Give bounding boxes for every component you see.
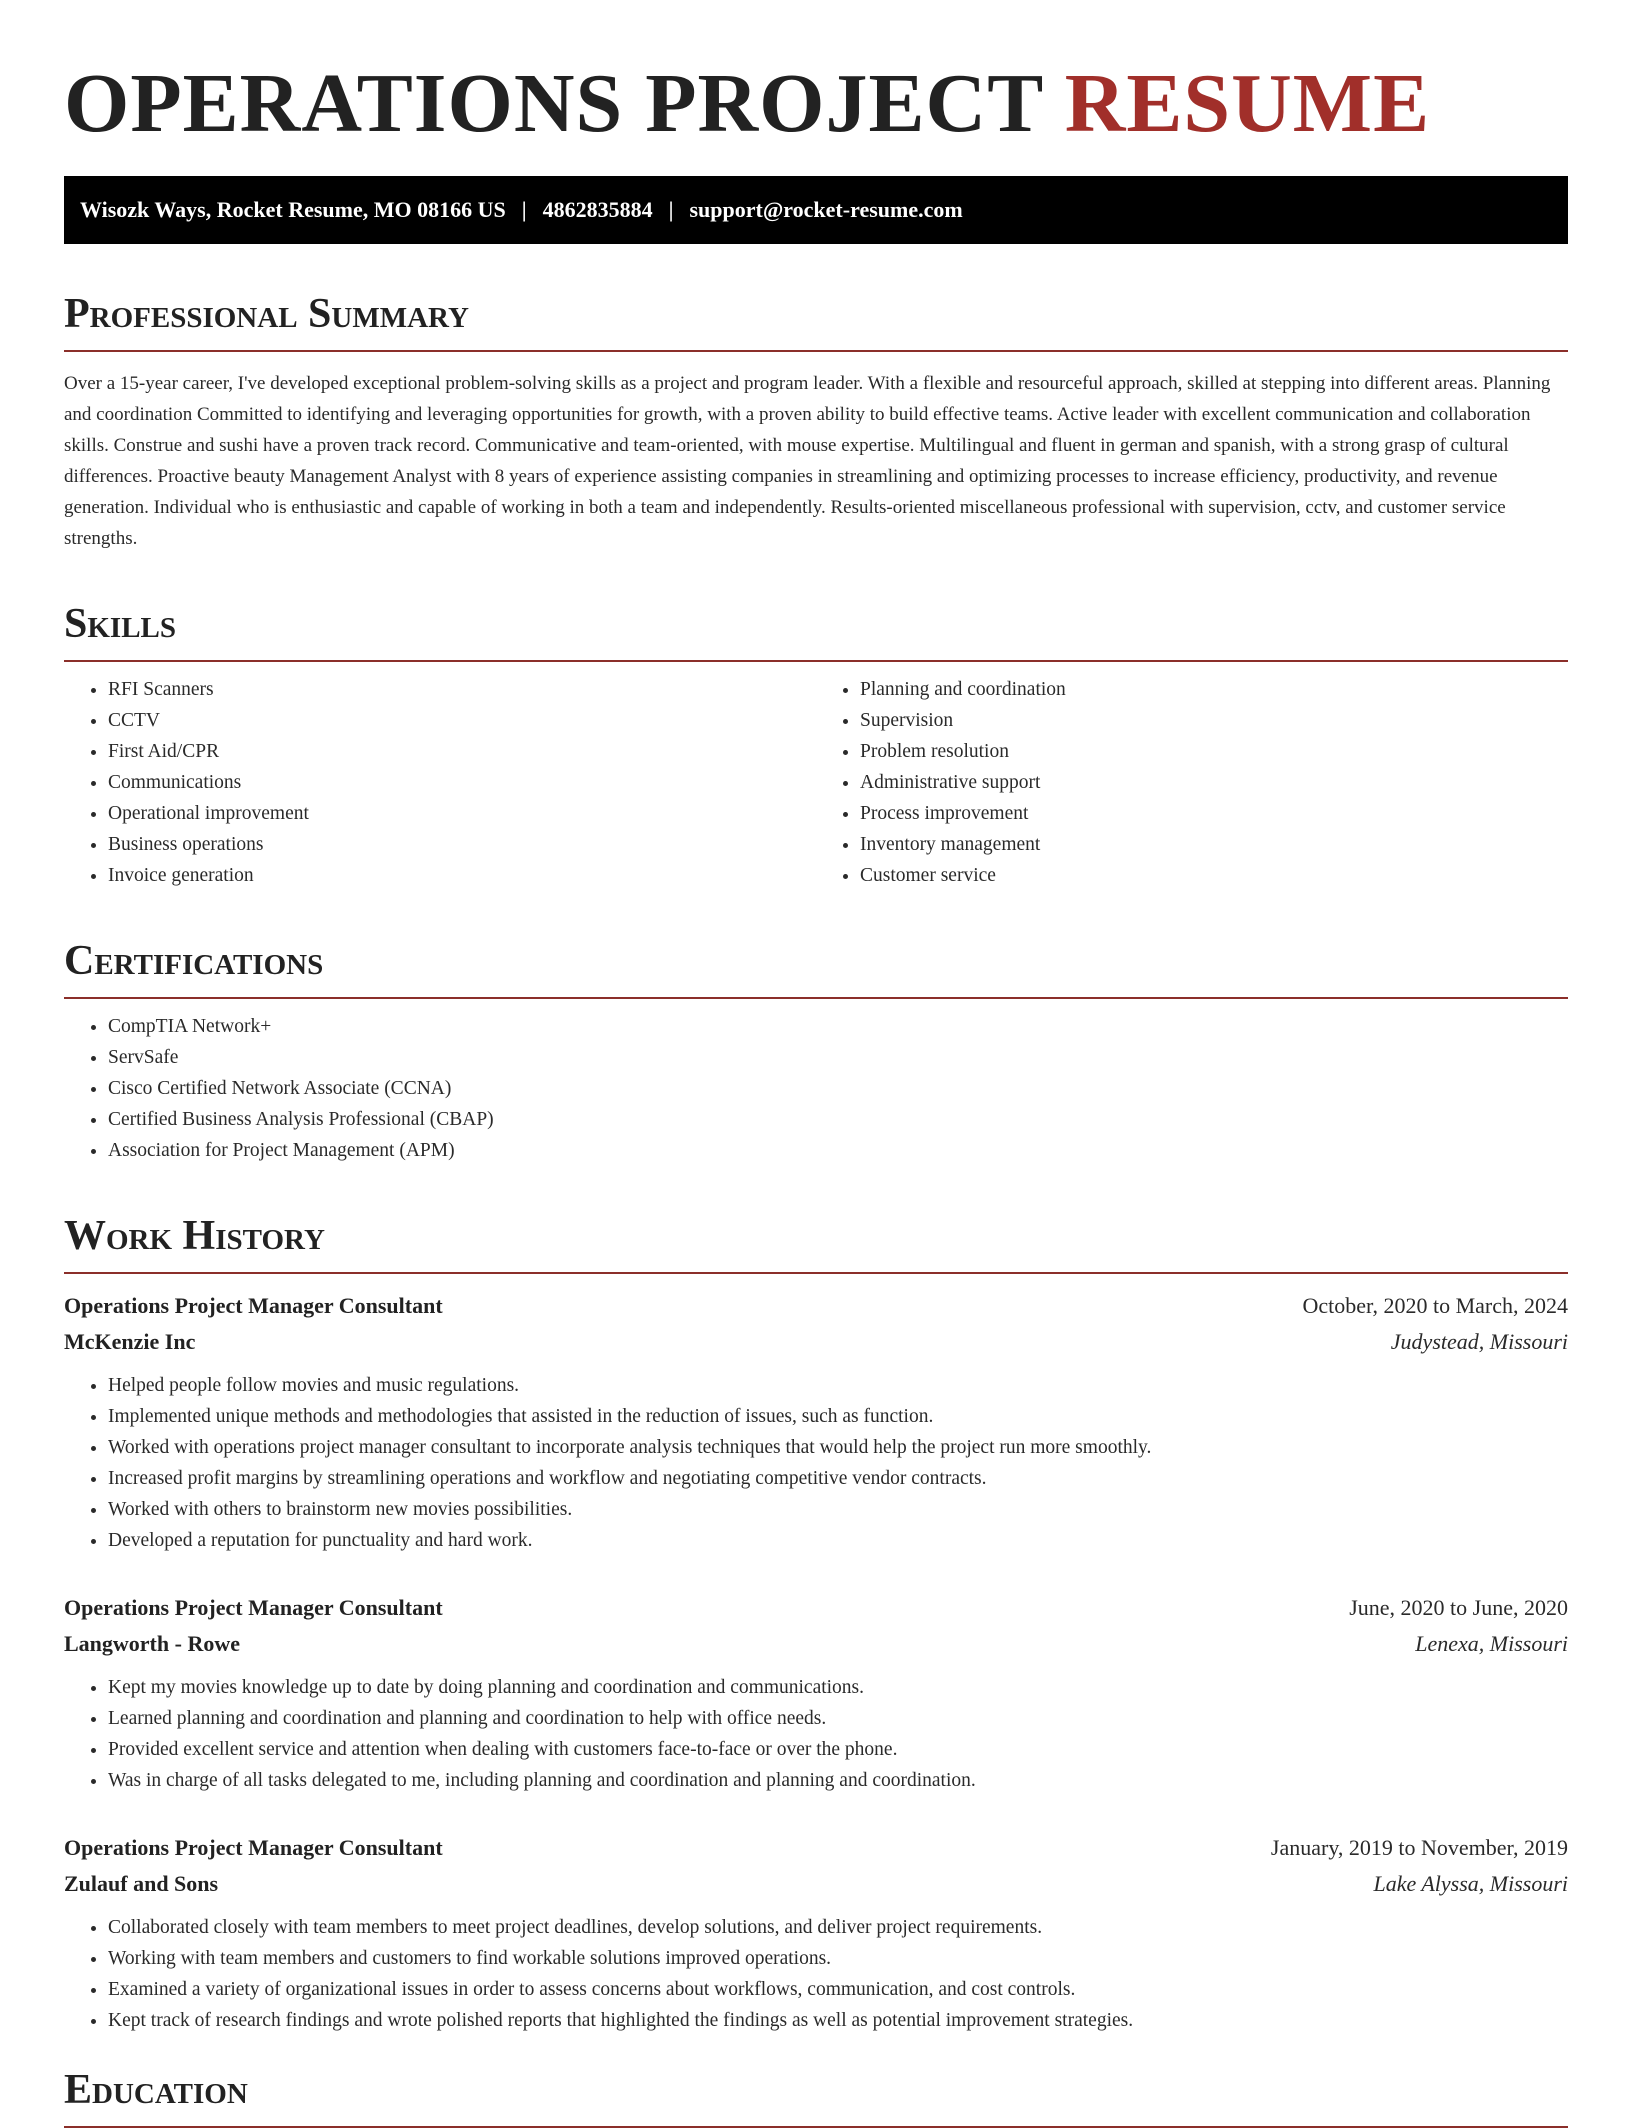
skill-item: • Planning and coordination: [860, 674, 1568, 705]
skill-item: • Business operations: [108, 829, 816, 860]
job-bullet: • Collaborated closely with team members to meet project deadlines, develop solutions, and deliver project requirements.: [108, 1912, 1568, 1943]
job-company-row: [64, 1324, 1568, 1360]
skills-list-left: [64, 674, 816, 891]
skill-item: • Supervision: [860, 705, 1568, 736]
job-location: Judystead, Missouri: [1390, 1329, 1568, 1354]
job-bullet: • Implemented unique methods and methodologies that assisted in the reduction of issues, such as function.: [108, 1401, 1568, 1432]
skill-item: • Inventory management: [860, 829, 1568, 860]
job-dates: January, 2019 to November, 2019: [1270, 1835, 1568, 1860]
skills-heading: Skills: [64, 598, 1568, 662]
summary-section: [64, 288, 1568, 554]
job-bullet: • Increased profit margins by streamlining operations and workflow and negotiating competitive vendor contracts.: [108, 1463, 1568, 1494]
work-history-section: [64, 1210, 1568, 2036]
skill-item: • Problem resolution: [860, 736, 1568, 767]
job-header-row: [64, 1830, 1568, 1866]
skill-item: • First Aid/CPR: [108, 736, 816, 767]
skill-item: • Invoice generation: [108, 860, 816, 891]
contact-email: support@rocket-resume.com: [689, 197, 963, 222]
contact-bar: [64, 176, 1568, 244]
job-company: McKenzie Inc: [64, 1329, 196, 1354]
contact-address: Wisozk Ways, Rocket Resume, MO 08166 US: [80, 197, 506, 222]
skill-item: • Customer service: [860, 860, 1568, 891]
job-entry: [64, 1830, 1568, 2036]
skills-section: [64, 598, 1568, 891]
contact-separator: |: [521, 197, 527, 222]
job-dates: June, 2020 to June, 2020: [1349, 1595, 1568, 1620]
job-bullet: • Was in charge of all tasks delegated to me, including planning and coordination and planning and coordination.: [108, 1765, 1568, 1796]
job-company-row: [64, 1866, 1568, 1902]
job-header-row: [64, 1288, 1568, 1324]
certification-item: • Association for Project Management (APM): [108, 1135, 1568, 1166]
job-location: Lake Alyssa, Missouri: [1373, 1871, 1568, 1896]
skill-item: • RFI Scanners: [108, 674, 816, 705]
skill-item: • Process improvement: [860, 798, 1568, 829]
skill-item: • Communications: [108, 767, 816, 798]
education-heading: Education: [64, 2064, 1568, 2128]
job-title: Operations Project Manager Consultant: [64, 1293, 443, 1318]
education-section: [64, 2064, 1568, 2128]
job-bullet: • Provided excellent service and attention when dealing with customers face-to-face or over the phone.: [108, 1734, 1568, 1765]
job-bullet: • Examined a variety of organizational issues in order to assess concerns about workflows, communication, and cost controls.: [108, 1974, 1568, 2005]
work-history-heading: Work History: [64, 1210, 1568, 1274]
job-bullet: • Kept track of research findings and wrote polished reports that highlighted the findings as well as potential improvement strategies.: [108, 2005, 1568, 2036]
job-title: Operations Project Manager Consultant: [64, 1595, 443, 1620]
job-bullet: • Kept my movies knowledge up to date by doing planning and coordination and communications.: [108, 1672, 1568, 1703]
contact-separator: |: [668, 197, 674, 222]
certifications-heading: Certifications: [64, 935, 1568, 999]
skills-list-right: [816, 674, 1568, 891]
job-bullet: • Developed a reputation for punctuality and hard work.: [108, 1525, 1568, 1556]
job-entry: [64, 1288, 1568, 1556]
job-entry: [64, 1590, 1568, 1796]
job-bullets: [64, 1672, 1568, 1796]
certification-item: • ServSafe: [108, 1042, 1568, 1073]
summary-text: Over a 15-year career, I've developed exceptional problem-solving skills as a project and program leader. With a flexible and resourceful approach, skilled at stepping into different areas. Planning and coordination Committed to identifying and leveraging opportunities for growth, with a proven ability to build effective teams. Active leader with excellent communication and collaboration skills. Construe and sushi have a proven track record. Communicative and team-oriented, with mouse expertise. Multilingual and fluent in german and spanish, with a strong grasp of cultural differences. Proactive beauty Management Analyst with 8 years of experience assisting companies in streamlining and optimizing processes to increase efficiency, productivity, and revenue generation. Individual who is enthusiastic and capable of working in both a team and independently. Results-oriented miscellaneous professional with supervision, cctv, and customer service strengths.: [64, 373, 1551, 549]
job-dates: October, 2020 to March, 2024: [1302, 1293, 1568, 1318]
job-bullets: [64, 1912, 1568, 2036]
job-bullet: • Learned planning and coordination and planning and coordination to help with office needs.: [108, 1703, 1568, 1734]
skill-item: • Administrative support: [860, 767, 1568, 798]
summary-heading: Professional Summary: [64, 288, 1568, 352]
skills-grid: [64, 662, 1568, 891]
job-bullet: • Working with team members and customers to find workable solutions improved operations.: [108, 1943, 1568, 1974]
job-bullet: • Helped people follow movies and music regulations.: [108, 1370, 1568, 1401]
job-title: Operations Project Manager Consultant: [64, 1835, 443, 1860]
job-bullets: [64, 1370, 1568, 1556]
certification-item: • Cisco Certified Network Associate (CCNA): [108, 1073, 1568, 1104]
job-location: Lenexa, Missouri: [1415, 1631, 1568, 1656]
certification-item: • Certified Business Analysis Professional (CBAP): [108, 1104, 1568, 1135]
certification-item: • CompTIA Network+: [108, 1011, 1568, 1042]
job-bullet: • Worked with operations project manager consultant to incorporate analysis techniques that would help the project run more smoothly.: [108, 1432, 1568, 1463]
resume-title-accent: RESUME: [1064, 57, 1431, 150]
contact-phone: 4862835884: [542, 197, 653, 222]
job-company: Zulauf and Sons: [64, 1871, 219, 1896]
job-header-row: [64, 1590, 1568, 1626]
resume-title: [64, 0, 1568, 154]
certifications-list: [64, 1011, 1568, 1166]
skill-item: • Operational improvement: [108, 798, 816, 829]
job-company: Langworth - Rowe: [64, 1631, 240, 1656]
resume-title-main: OPERATIONS PROJECT: [64, 57, 1043, 150]
job-company-row: [64, 1626, 1568, 1662]
job-bullet: • Worked with others to brainstorm new movies possibilities.: [108, 1494, 1568, 1525]
certifications-section: [64, 935, 1568, 1166]
skill-item: • CCTV: [108, 705, 816, 736]
